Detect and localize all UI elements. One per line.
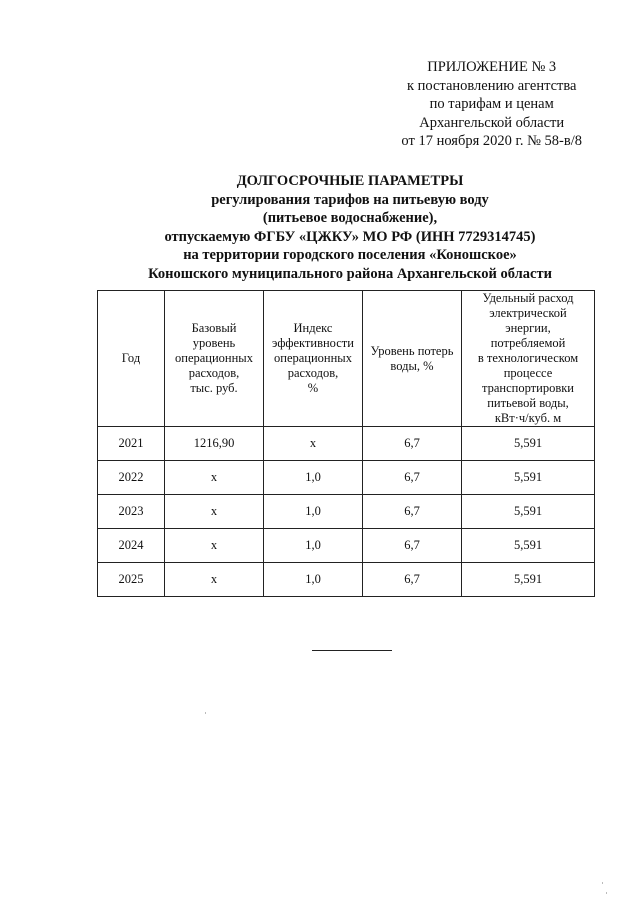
cell-water-loss: 6,7	[363, 529, 462, 563]
table-row	[98, 461, 595, 495]
cell-energy-consumption: 5,591	[462, 495, 595, 529]
cell-water-loss: 6,7	[363, 427, 462, 461]
cell-year: 2021	[98, 427, 165, 461]
header-efficiency-index: Индекс эффективности операционных расходов, %	[264, 291, 363, 427]
cell-base-opex: х	[165, 461, 264, 495]
appendix-block	[401, 58, 582, 151]
scan-speck	[602, 882, 603, 884]
cell-base-opex: х	[165, 529, 264, 563]
cell-efficiency-index: 1,0	[264, 529, 363, 563]
cell-efficiency-index: 1,0	[264, 563, 363, 597]
heading-line: (питьевое водоснабжение),	[262, 210, 438, 226]
cell-water-loss: 6,7	[363, 461, 462, 495]
table-row	[98, 529, 595, 563]
cell-year: 2023	[98, 495, 165, 529]
appendix-title: ПРИЛОЖЕНИЕ № 3	[427, 59, 557, 75]
cell-energy-consumption: 5,591	[462, 461, 595, 495]
document-heading	[0, 172, 640, 283]
heading-line: отпускаемую ФГБУ «ЦЖКУ» МО РФ (ИНН 7729314745)	[164, 228, 536, 245]
end-divider	[312, 650, 392, 651]
heading-line: на территории городского поселения «Коношское»	[183, 247, 517, 263]
heading-line: регулирования тарифов на питьевую воду	[211, 191, 489, 208]
cell-water-loss: 6,7	[363, 495, 462, 529]
table-row	[98, 427, 595, 461]
parameters-table	[97, 290, 595, 597]
table-row	[98, 563, 595, 597]
cell-base-opex: х	[165, 495, 264, 529]
appendix-line: Архангельской области	[419, 114, 565, 131]
cell-efficiency-index: 1,0	[264, 495, 363, 529]
cell-year: 2025	[98, 563, 165, 597]
header-base-opex: Базовый уровень операционных расходов, тыс. руб.	[165, 291, 264, 427]
heading-title: ДОЛГОСРОЧНЫЕ ПАРАМЕТРЫ	[236, 173, 464, 189]
appendix-line: к постановлению агентства	[406, 77, 577, 94]
scan-speck	[205, 712, 206, 714]
table-header-row	[98, 291, 595, 427]
appendix-line: по тарифам и ценам	[429, 96, 554, 112]
table-row	[98, 495, 595, 529]
header-water-loss: Уровень потерь воды, %	[363, 291, 462, 427]
header-energy-consumption: Удельный расход электрической энергии, потребляемой в технологическом процессе транспортировки питьевой воды, кВт·ч/куб. м	[462, 291, 595, 427]
heading-line: Коношского муниципального района Архангельской области	[148, 265, 552, 282]
cell-energy-consumption: 5,591	[462, 427, 595, 461]
appendix-date-line: от 17 ноября 2020 г. № 58-в/8	[401, 133, 582, 149]
cell-base-opex: 1216,90	[165, 427, 264, 461]
cell-base-opex: х	[165, 563, 264, 597]
cell-year: 2024	[98, 529, 165, 563]
cell-energy-consumption: 5,591	[462, 563, 595, 597]
cell-efficiency-index: 1,0	[264, 461, 363, 495]
cell-energy-consumption: 5,591	[462, 529, 595, 563]
cell-water-loss: 6,7	[363, 563, 462, 597]
cell-year: 2022	[98, 461, 165, 495]
scan-speck	[606, 892, 607, 894]
cell-efficiency-index: х	[264, 427, 363, 461]
header-year: Год	[98, 291, 165, 427]
